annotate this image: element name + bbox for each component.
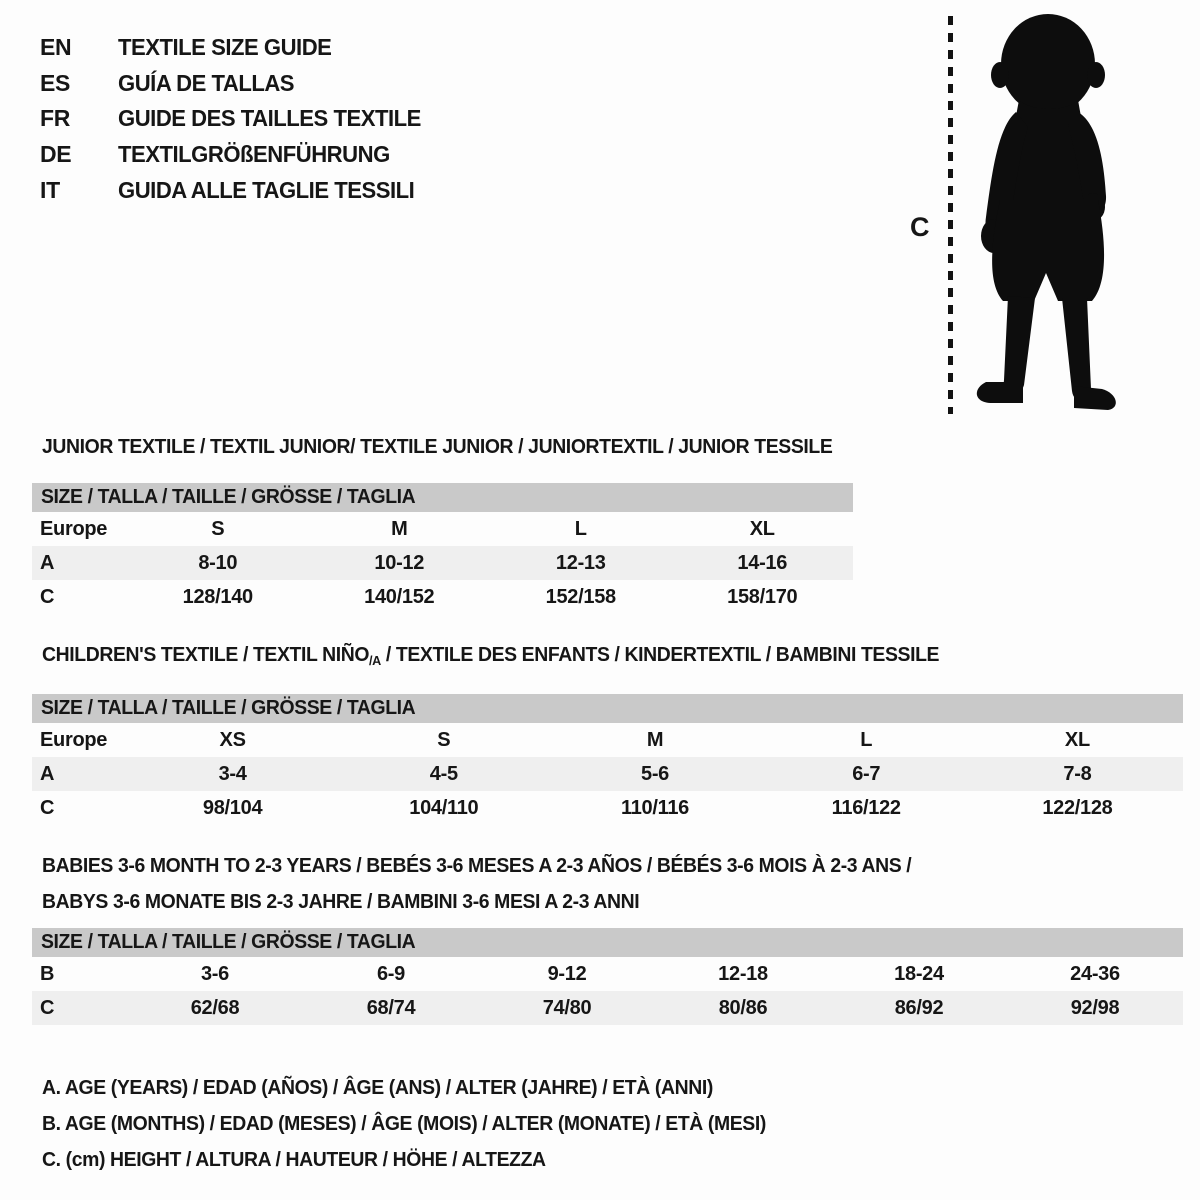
age-cell: 12-18	[718, 962, 768, 985]
junior-textile-section	[32, 436, 853, 614]
age-cell: 3-4	[218, 762, 247, 785]
lang-code: FR	[40, 105, 71, 132]
size-cell: L	[574, 517, 587, 540]
babies-table-title	[42, 848, 1183, 920]
height-cell: 152/158	[545, 585, 616, 608]
table-row	[32, 791, 1183, 825]
babies-title-line1: BABIES 3-6 MONTH TO 2-3 YEARS / BEBÉS 3-6 MESES A 2-3 AÑOS / BÉBÉS 3-6 MOIS À 2-3 ANS /	[42, 855, 912, 877]
table-row	[32, 991, 1183, 1025]
lang-title: TEXTILE SIZE GUIDE	[118, 34, 332, 61]
age-cell: 6-7	[852, 762, 881, 785]
legend	[42, 1070, 788, 1178]
table-row	[32, 723, 1183, 757]
lang-code: IT	[40, 176, 60, 203]
size-header-label: SIZE / TALLA / TAILLE / GRÖSSE / TAGLIA	[41, 931, 416, 953]
height-cell: 128/140	[182, 585, 253, 608]
lang-row-es	[40, 66, 434, 102]
age-cell: 10-12	[374, 551, 425, 574]
title-subscript: /A	[369, 653, 381, 668]
height-cell: 104/110	[409, 796, 479, 819]
height-cell: 92/98	[1070, 996, 1120, 1019]
row-label: C	[40, 585, 55, 608]
toddler-silhouette-icon	[962, 12, 1134, 414]
height-measure-label: C	[910, 212, 930, 242]
row-label: A	[40, 762, 55, 785]
lang-code: EN	[40, 34, 72, 61]
lang-row-it	[40, 172, 434, 208]
lang-row-en	[40, 30, 434, 66]
height-cell: 110/116	[621, 796, 689, 819]
age-cell: 12-13	[555, 551, 606, 574]
size-header-bar	[32, 483, 853, 512]
row-label: Europe	[40, 517, 108, 540]
table-row	[32, 546, 853, 580]
age-cell: 7-8	[1063, 762, 1092, 785]
age-cell: 6-9	[376, 962, 405, 985]
legend-line-b: B. AGE (MONTHS) / EDAD (MESES) / ÂGE (MOIS) / ALTER (MONATE) / ETÀ (MESI)	[42, 1113, 766, 1135]
height-cell: 80/86	[718, 996, 768, 1019]
lang-title: TEXTILGRÖßENFÜHRUNG	[118, 141, 390, 168]
legend-line-c: C. (cm) HEIGHT / ALTURA / HAUTEUR / HÖHE / ALTEZZA	[42, 1149, 546, 1171]
legend-line-a: A. AGE (YEARS) / EDAD (AÑOS) / ÂGE (ANS) / ALTER (JAHRE) / ETÀ (ANNI)	[42, 1077, 713, 1099]
size-cell: M	[646, 728, 664, 751]
age-cell: 8-10	[198, 551, 238, 574]
size-cell: XL	[1064, 728, 1090, 751]
lang-code: ES	[40, 69, 71, 96]
size-cell: S	[211, 517, 225, 540]
language-header	[40, 30, 434, 208]
title-prefix: CHILDREN'S TEXTILE / TEXTIL NIÑO	[42, 644, 370, 666]
size-cell: XL	[749, 517, 775, 540]
table-row	[32, 512, 853, 546]
junior-table-title: JUNIOR TEXTILE / TEXTIL JUNIOR/ TEXTILE JUNIOR / JUNIORTEXTIL / JUNIOR TESSILE	[42, 436, 833, 458]
size-cell: S	[437, 728, 451, 751]
size-header-bar	[32, 928, 1183, 957]
childrens-textile-section	[32, 644, 1183, 825]
size-header-label: SIZE / TALLA / TAILLE / GRÖSSE / TAGLIA	[41, 486, 416, 508]
lang-row-fr	[40, 101, 434, 137]
size-cell: XS	[219, 728, 246, 751]
age-cell: 24-36	[1070, 962, 1120, 985]
lang-title: GUÍA DE TALLAS	[118, 69, 295, 96]
babies-title-line2: BABYS 3-6 MONATE BIS 2-3 JAHRE / BAMBINI 3-6 MESI A 2-3 ANNI	[42, 891, 640, 913]
table-row	[32, 757, 1183, 791]
height-cell: 68/74	[366, 996, 416, 1019]
height-cell: 140/152	[364, 585, 435, 608]
lang-row-de	[40, 137, 434, 173]
age-cell: 3-6	[200, 962, 229, 985]
height-cell: 158/170	[727, 585, 798, 608]
age-cell: 5-6	[641, 762, 670, 785]
size-cell: L	[860, 728, 873, 751]
row-label: C	[40, 996, 55, 1019]
height-cell: 98/104	[202, 796, 263, 819]
title-suffix: / TEXTILE DES ENFANTS / KINDERTEXTIL / BAMBINI TESSILE	[380, 644, 940, 666]
height-cell: 86/92	[894, 996, 944, 1019]
row-label: B	[40, 962, 55, 985]
childrens-table-title	[42, 644, 1149, 668]
height-measure-dashed-line	[948, 16, 953, 414]
size-header-label: SIZE / TALLA / TAILLE / GRÖSSE / TAGLIA	[41, 697, 416, 719]
row-label: C	[40, 796, 55, 819]
age-cell: 14-16	[737, 551, 788, 574]
height-cell: 122/128	[1042, 796, 1113, 819]
babies-textile-section	[32, 848, 1183, 1025]
age-cell: 18-24	[894, 962, 944, 985]
lang-code: DE	[40, 141, 72, 168]
table-row	[32, 957, 1183, 991]
age-cell: 9-12	[547, 962, 587, 985]
height-cell: 74/80	[542, 996, 592, 1019]
table-row	[32, 580, 853, 614]
height-cell: 62/68	[190, 996, 240, 1019]
row-label: A	[40, 551, 55, 574]
row-label: Europe	[40, 728, 108, 751]
age-cell: 4-5	[429, 762, 458, 785]
size-cell: M	[391, 517, 408, 540]
lang-title: GUIDE DES TAILLES TEXTILE	[118, 105, 421, 132]
lang-title: GUIDA ALLE TAGLIE TESSILI	[118, 176, 415, 203]
size-header-bar	[32, 694, 1183, 723]
height-cell: 116/122	[831, 796, 901, 819]
